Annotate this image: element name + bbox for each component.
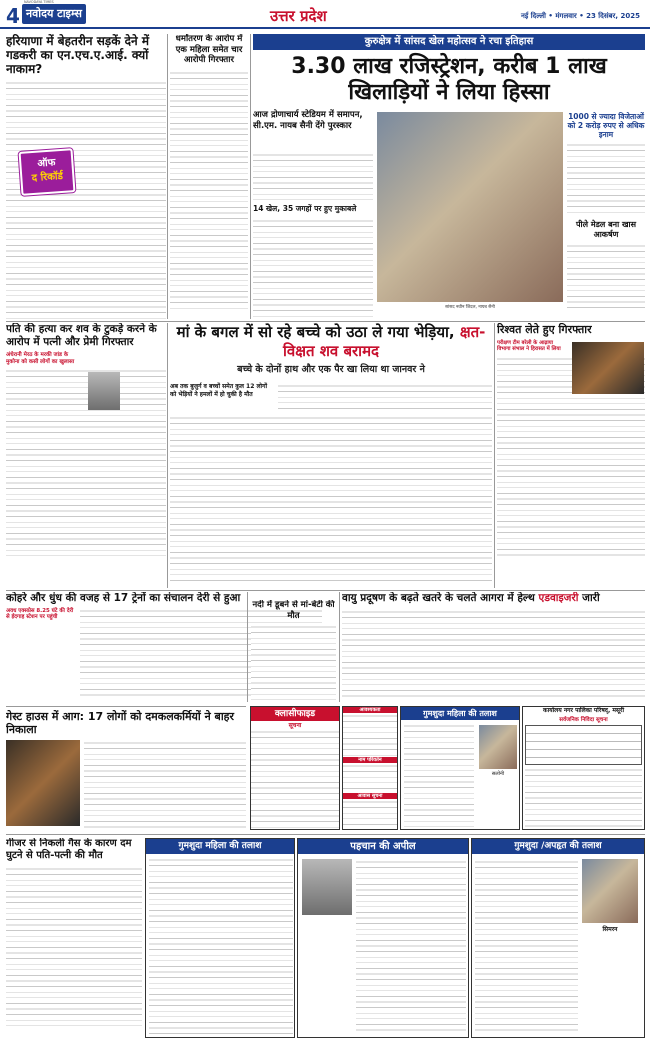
ad-identify-photo: [302, 859, 352, 915]
ad-council-table: [525, 725, 642, 765]
sidebar-vinesh: [567, 112, 645, 317]
story-dharmantaran: [170, 34, 248, 319]
ad-missing-girl-title: गुमशुदा /अपहृत की तलाश: [472, 839, 644, 854]
story-drown: [251, 600, 336, 702]
story-fire: [6, 710, 246, 830]
ad-missing-woman-2-title: गुमशुदा महिला की तलाश: [146, 839, 294, 854]
ad-classified-col-title-3: आवास सूचना: [343, 793, 397, 799]
story-dharmantaran-body: [170, 70, 248, 310]
badge-line-2: द रिकॉर्ड: [31, 170, 64, 185]
sidebar-body-2: [567, 243, 645, 313]
story-air-body: [342, 609, 645, 699]
story-air-headline-end: जारी: [582, 592, 600, 604]
ad-classified-col-title-2: नाम परिवर्तन: [343, 757, 397, 763]
story-murder-headline[interactable]: पति की हत्या कर शव के टुकड़े करने के आरोप में पत्नी और प्रेमी गिरफ्तार: [6, 323, 157, 348]
story-air: [342, 592, 645, 702]
ad-missing-woman-2: [145, 838, 295, 1038]
ad-classified: [250, 706, 340, 830]
story-haryana-headline[interactable]: हरियाणा में बेहतरीन सड़कें देने में गडकरी का एन.एच.ए.आई. क्यों नाकाम?: [6, 34, 150, 76]
section-title: उत्तर प्रदेश: [270, 7, 327, 25]
story-bribe-photo: [572, 342, 644, 394]
kurukshetra-kicker: कुरुक्षेत्र में सांसद खेल महोत्सव ने रचा इतिहास: [364, 36, 534, 47]
ad-missing-woman-2-body: [149, 857, 293, 1035]
story-drown-headline[interactable]: नदी में डूबने से मां-बेटी की मौत: [252, 600, 335, 621]
story-bribe-bullet: परीक्षण टीम बरेली के आढ़ाया विभागा संभाल ने हिरासत में लिया: [497, 340, 561, 353]
story-wolf: [170, 323, 492, 588]
ad-identify: [297, 838, 469, 1038]
story-fog-bullet: अवध एक्सप्रेस 8.25 घंटे की देरी से ईदगाह स्टेशन पर पहुंची: [6, 607, 74, 621]
story-drown-body: [251, 624, 336, 700]
story-geyser-headline[interactable]: गीजर से निकली गैस के कारण दम घुटने से पति-पत्नी की मौत: [6, 838, 132, 861]
kurukshetra-kicker-bar: [253, 34, 645, 50]
ad-missing-girl-photo: [582, 859, 638, 923]
story-kurukshetra: [253, 34, 645, 319]
ad-missing-woman-1-title: गुमशुदा महिला की तलाश: [401, 707, 519, 720]
ad-classified-columns: [342, 706, 398, 830]
story-dharmantaran-headline[interactable]: धर्मांतरण के आरोप में एक महिला समेत चार आरोपी गिरफ्तार: [175, 34, 243, 65]
ad-classified-title: क्लासीफाइड: [274, 709, 316, 719]
kurukshetra-photo: [377, 112, 563, 302]
story-wolf-body: [170, 415, 492, 585]
kurukshetra-sub1: आज द्रोणाचार्य स्टेडियम में समापन, सी.एम. नायब सैनी देंगे पुरस्कार: [253, 110, 363, 131]
sidebar-headline-2: पीले मेडल बना खास आकर्षण: [576, 220, 636, 239]
story-wolf-headline-part2: क्षत-विक्षत शव बरामद: [282, 323, 486, 360]
story-wolf-headline-part1: मां के बगल में सो रहे बच्चे को उठा ले गया भेड़िया,: [176, 323, 455, 341]
story-geyser-body: [6, 866, 142, 1026]
dateline: नई दिल्ली • मंगलवार • 23 दिसंबर, 2025: [520, 12, 640, 20]
ad-missing-woman-1-photo: [479, 725, 517, 769]
sidebar-headline[interactable]: 1000 से ज्यादा विजेताओं को 2 करोड़ रुपए से अधिक इनाम: [567, 112, 645, 139]
ad-classified-title-bar: [251, 707, 339, 721]
ad-council-subtitle: सर्वजनिक निविदा सूचना: [559, 717, 608, 723]
paper-tag: NAVODAYA TIMES: [24, 0, 54, 4]
ad-council: [522, 706, 645, 830]
ad-council-title: कार्यालय नगर पालिका परिषद्, मसूरी: [542, 707, 624, 714]
kurukshetra-photo-caption: सांसद नवीन जिंदल, नायब सैनी: [445, 305, 495, 310]
story-murder-body: [6, 368, 166, 558]
ad-missing-woman-1-photo-label: सलोनी: [491, 771, 505, 777]
story-murder-photo: [88, 372, 120, 410]
story-wolf-subhead: बच्चे के दोनों हाथ और एक पैर खा लिया था जानवर ने: [237, 364, 425, 375]
ad-identify-body: [356, 859, 466, 1035]
ad-identify-title: पहचान की अपील: [298, 839, 468, 854]
story-bribe-headline[interactable]: रिश्वत लेते हुए गिरफ्तार: [497, 323, 592, 336]
paper-name-banner: [22, 4, 86, 24]
story-air-headline-main: वायु प्रदूषण के बढ़ते खतरे के चलते आगरा में हेल्थ: [342, 592, 535, 604]
kurukshetra-sub2: 14 खेल, 35 जगहों पर हुए मुकाबले: [253, 204, 357, 213]
story-murder-bullet: अंधेरानी मेरठ के मरकी जांड के मुकोना को कसी लोगों का खुलासा: [6, 352, 75, 365]
ad-missing-girl: [471, 838, 645, 1038]
story-wolf-body-top: [278, 383, 492, 413]
masthead: [0, 0, 650, 30]
kurukshetra-body2: [253, 218, 373, 318]
story-air-headline[interactable]: [342, 592, 645, 605]
story-air-headline-red: एडवाइजरी: [538, 592, 579, 604]
ad-missing-woman-1: [400, 706, 520, 830]
story-geyser: [6, 838, 142, 1038]
story-wolf-headline[interactable]: [170, 323, 492, 361]
story-fire-photo: [6, 740, 80, 826]
off-the-record-badge: [19, 148, 76, 196]
ad-classified-col-title: आवश्यकता: [343, 707, 397, 713]
kurukshetra-body1: [253, 152, 373, 202]
page-number: 4: [6, 4, 20, 28]
ad-classified-col-body: [343, 713, 397, 757]
ad-missing-girl-photo-label: सिमरन: [602, 926, 618, 933]
badge-line-1: ऑफ: [37, 157, 56, 170]
story-murder: [6, 323, 166, 588]
ad-missing-woman-1-body: [404, 723, 474, 827]
story-haryana-body: [6, 80, 166, 319]
paper-name: नवोदय टाइम्स: [26, 7, 82, 20]
ad-classified-subtitle: सूचना: [288, 722, 302, 729]
story-fire-body: [84, 740, 246, 828]
ad-missing-girl-body: [475, 859, 578, 1035]
ad-classified-col-body-3: [343, 799, 397, 829]
ad-council-body: [525, 767, 642, 827]
ad-classified-body: [251, 729, 339, 829]
story-wolf-bullet: अब तक बुजुर्ग व बच्चों समेत कुल 12 लोगों को भेड़ियों ने हमलों में हो चुकी है मौत: [170, 383, 268, 398]
ad-classified-col-body-2: [343, 763, 397, 793]
kurukshetra-headline[interactable]: 3.30 लाख रजिस्ट्रेशन, करीब 1 लाख खिलाड़ियों ने लिया हिस्सा: [291, 54, 607, 105]
story-fire-headline[interactable]: गेस्ट हाउस में आग: 17 लोगों को दमकलकर्मियों ने बाहर निकाला: [6, 710, 235, 736]
sidebar-body: [567, 142, 645, 217]
story-fog-headline[interactable]: कोहरे और धुंध की वजह से 17 ट्रेनों का संचालन देरी से हुआ: [6, 592, 241, 604]
